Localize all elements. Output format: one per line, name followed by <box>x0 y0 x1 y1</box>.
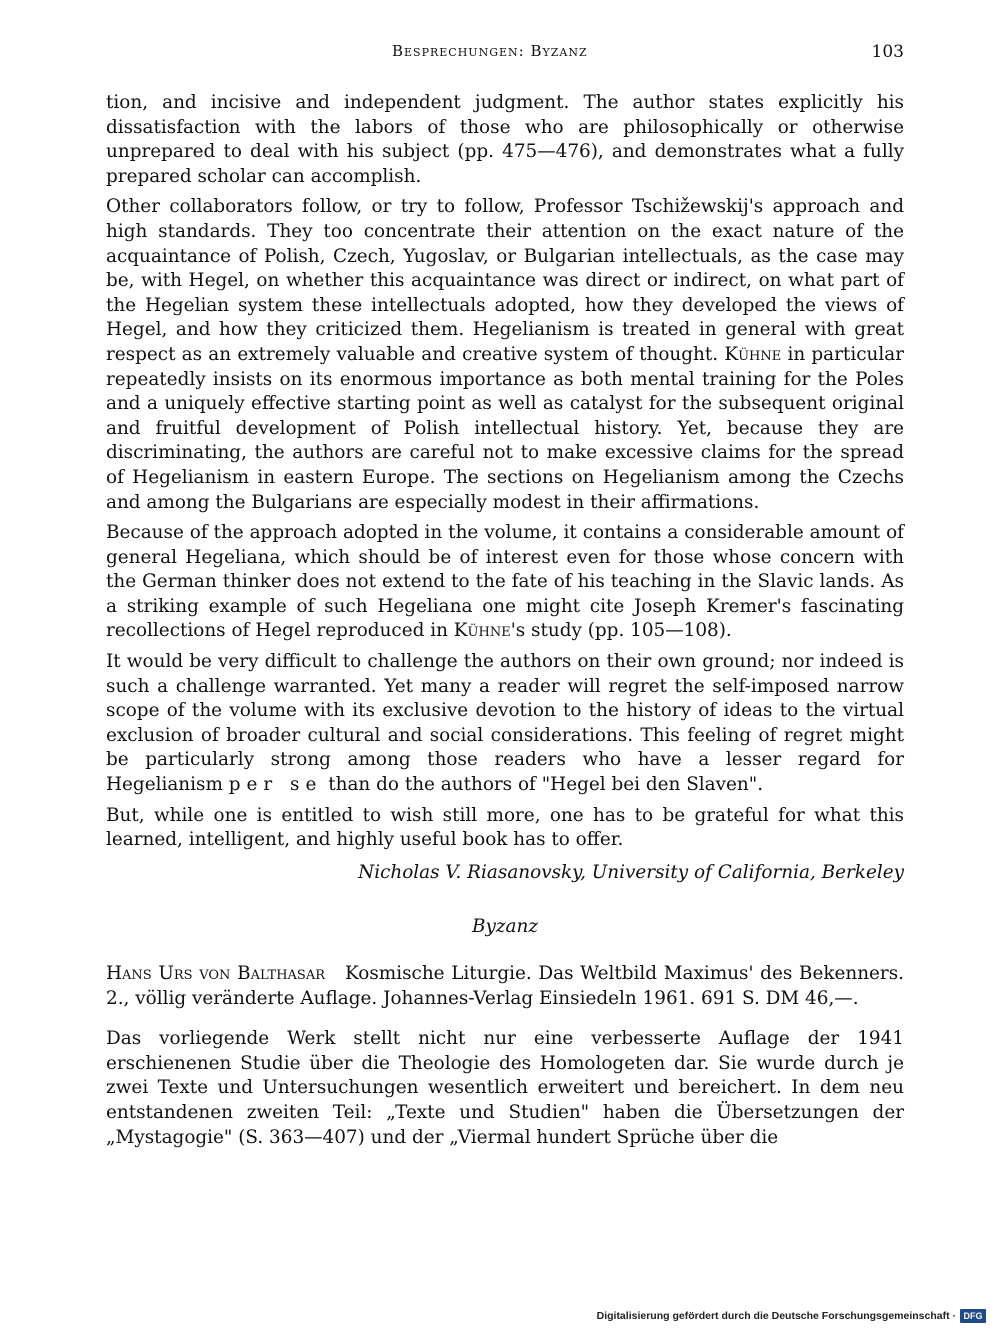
book-author: Hans Urs von Balthasar <box>106 963 326 984</box>
review-paragraph-2 <box>106 195 904 515</box>
paragraph-text: 's study (pp. 105—108). <box>510 620 732 642</box>
author-name-kuehne: Kühne <box>724 343 782 365</box>
dfg-logo: DFG <box>960 1309 986 1323</box>
review-paragraph-4 <box>106 650 904 798</box>
running-title: Besprechungen: Byzanz <box>392 42 588 60</box>
paragraph-text: Because of the approach adopted in the volume, it contains a considerable amount of general Hegeliana, which should be of interest even for those whose concern with the German thinker does not extend to the fate of his teaching in the Slavic lands. As a striking example of such Hegeliana one might cite Joseph Kremer's fascinating recollections of Hegel reproduced in <box>106 522 904 642</box>
paragraph-text: than do the authors of "Hegel bei den Slaven". <box>322 774 764 796</box>
credit-text: Digitalisierung gefördert durch die Deutsche Forschungsgemeinschaft · <box>596 1310 956 1322</box>
paragraph-text: It would be very difficult to challenge the authors on their own ground; nor indeed is such a challenge warranted. Yet many a reader will regret the self-imposed narrow scope of the volume with its exclusive devotion to the history of ideas to the virtual exclusion of broader cultural and social considerations. This feeling of regret might be particularly strong among those readers who have a lesser regard for Hegelianism <box>106 651 904 796</box>
body-text <box>106 91 904 1156</box>
paragraph-text: Other collaborators follow, or try to follow, Professor Tschižewskij's approach and high standards. They too concentrate their attention on the exact nature of the acquaintance of Polish, Czech, Yugoslav, or Bulgarian intellectuals, as the case may be, with Hegel, on whether this acquaintance was direct or indirect, on what part of the Hegelian system these intellectuals adopted, how they developed the views of Hegel, and how they criticized them. Hegelianism is treated in general with great respect as an extremely valuable and creative system of thought. <box>106 196 904 365</box>
spaced-emphasis: per se <box>228 774 323 796</box>
review-paragraph-3 <box>106 521 904 644</box>
book-reference <box>106 962 904 1011</box>
paragraph-text: in particular repeatedly insists on its enormous importance as both mental training for the Poles and a uniquely effective starting point as well as catalyst for the subsequent original and fruitful development of Polish intellectual history. Yet, because they are discriminating, the authors are careful not to make excessive claims for the spread of Hegelianism in eastern Europe. The sections on Hegelianism among the Czechs and among the Bulgarians are especially modest in their affirmations. <box>106 343 904 513</box>
author-name-kuehne: Kühne <box>453 620 511 642</box>
page-number: 103 <box>871 42 904 62</box>
reviewer-signature: Nicholas V. Riasanovsky, University of California, Berkeley <box>358 861 904 883</box>
review-paragraph-1: tion, and incisive and independent judgment. The author states explicitly his dissatisfaction with the labors of those who are philosophically or otherwise unprepared to deal with his subject (pp. 475—476), and demonstrates what a fully prepared scholar can accomplish. <box>106 92 904 187</box>
digitization-credit <box>597 1307 986 1325</box>
byzanz-review-paragraph: Das vorliegende Werk stellt nicht nur eine verbesserte Auflage der 1941 erschienenen Studie über die Theologie des Homologeten dar. Sie wurde durch je zwei Texte und Untersuchungen wesentlich erweitert und bereichert. In dem neu entstandenen zweiten Teil: „Texte und Studien" haben die Übersetzungen der „Mystagogie" (S. 363—407) und der „Viermal hundert Sprüche über die <box>106 1028 904 1148</box>
section-heading: Byzanz <box>471 916 539 938</box>
book-details: Kosmische Liturgie. Das Weltbild Maximus' des Bekenners. 2., völlig veränderte Auflage. Johannes-Verlag Einsiedeln 1961. 691 S. DM 46,—. <box>106 963 905 1009</box>
running-head <box>106 42 904 66</box>
review-paragraph-5: But, while one is entitled to wish still more, one has to be grateful for what this learned, intelligent, and highly useful book has to offer. <box>106 804 904 851</box>
